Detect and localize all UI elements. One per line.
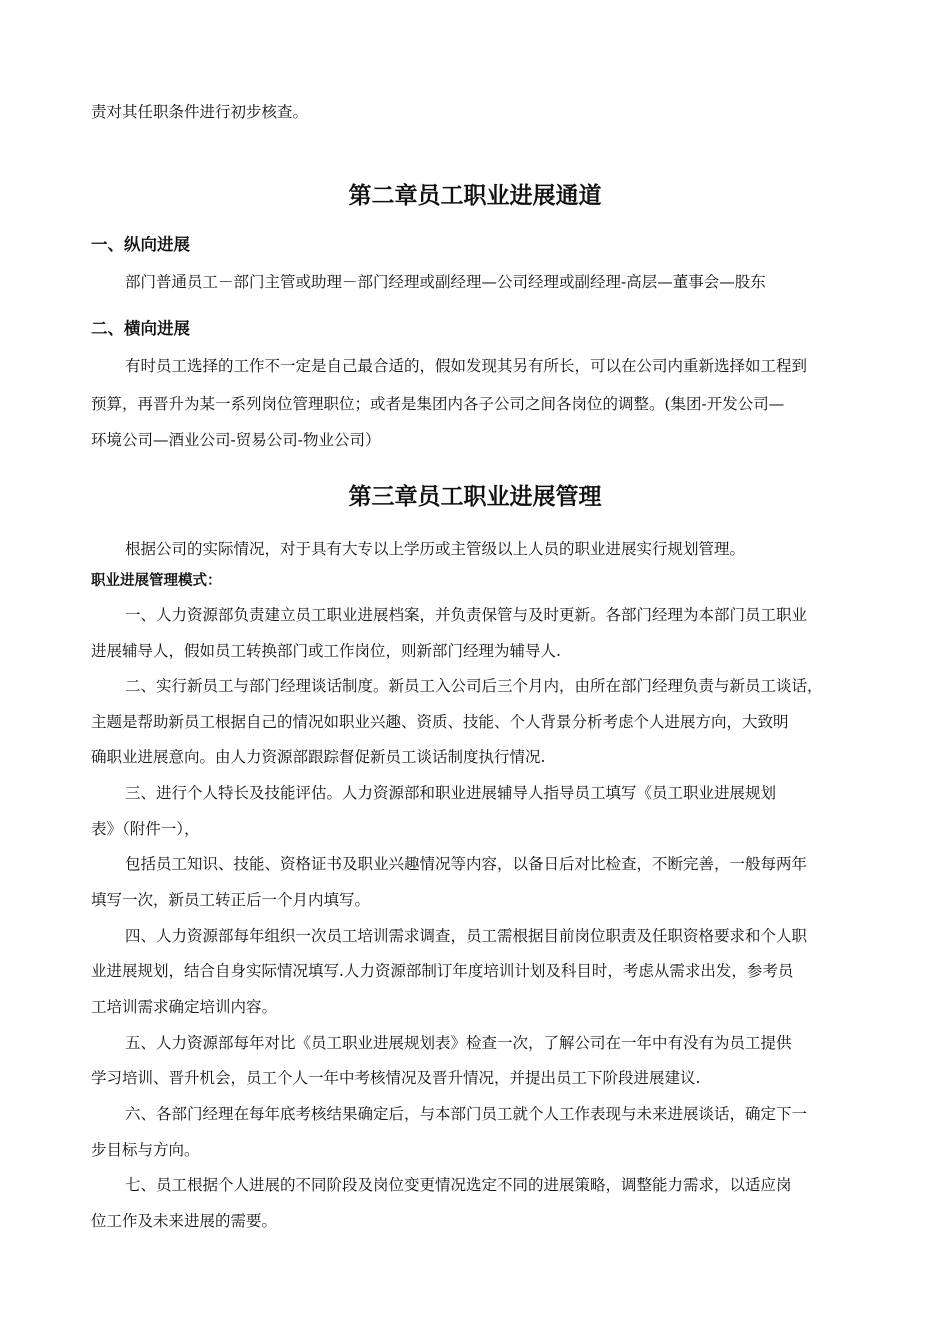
paragraph-line: 表》（附件一），	[91, 820, 200, 838]
section-vertical-text: 部门普通员工－部门主管或助理－部门经理或副经理—公司经理或副经理-高层—董事会—股东	[125, 273, 766, 291]
paragraph-line: 学习培训、晋升机会，员工个人一年中考核情况及晋升情况，并提出员工下阶段进展建议.	[91, 1069, 701, 1087]
intro-tail-text: 责对其任职条件进行初步核查。	[91, 103, 309, 121]
paragraph-line: 二、实行新员工与部门经理谈话制度。新员工入公司后三个月内，由所在部门经理负责与新员工谈话，	[125, 677, 823, 695]
paragraph-line: 一、人力资源部负责建立员工职业进展档案，并负责保管与及时更新。各部门经理为本部门员工职业	[125, 606, 808, 624]
paragraph-line: 位工作及未来进展的需要。	[91, 1212, 278, 1230]
paragraph-line: 进展辅导人，假如员工转换部门或工作岗位，则新部门经理为辅导人.	[91, 642, 561, 660]
paragraph-line: 五、人力资源部每年对比《员工职业进展规划表》检查一次，了解公司在一年中有没有为员工提供	[125, 1034, 792, 1052]
chapter2-title: 第二章员工职业进展通道	[348, 183, 602, 209]
paragraph-line: 包括员工知识、技能、资格证书及职业兴趣情况等内容，以备日后对比检查，不断完善，一般每两年	[125, 855, 808, 873]
paragraph-line: 三、进行个人特长及技能评估。人力资源部和职业进展辅导人指导员工填写《员工职业进展规划	[125, 784, 777, 802]
paragraph-line: 六、各部门经理在每年底考核结果确定后，与本部门员工就个人工作表现与未来进展谈话，确定下一	[125, 1105, 808, 1123]
paragraph-line: 主题是帮助新员工根据自己的情况如职业兴趣、资质、技能、个人背景分析考虑个人进展方向，大致明	[91, 713, 789, 731]
paragraph-line: 工培训需求确定培训内容。	[91, 998, 278, 1016]
paragraph-line: 预算，再晋升为某一系列岗位管理职位；或者是集团内各子公司之间各岗位的调整。(集团-开发公司—	[91, 395, 785, 413]
paragraph-line: 业进展规划，结合自身实际情况填写.人力资源部制订年度培训计划及科目时，考虑从需求出发，参考员	[91, 962, 794, 980]
paragraph-line: 环境公司—酒业公司-贸易公司-物业公司）	[91, 431, 381, 449]
paragraph-line: 七、员工根据个人进展的不同阶段及岗位变更情况选定不同的进展策略，调整能力需求，以适应岗	[125, 1176, 792, 1194]
paragraph-line: 确职业进展意向。由人力资源部跟踪督促新员工谈话制度执行情况.	[91, 748, 546, 766]
section-vertical-title: 一、纵向进展	[91, 235, 190, 254]
paragraph-line: 填写一次，新员工转正后一个月内填写。	[91, 891, 371, 909]
section-horizontal-title: 二、横向进展	[91, 319, 190, 338]
paragraph-line: 有时员工选择的工作不一定是自己最合适的，假如发现其另有所长，可以在公司内重新选择如工程到	[125, 357, 808, 375]
paragraph-line: 四、人力资源部每年组织一次员工培训需求调查，员工需根据目前岗位职责及任职资格要求和个人职	[125, 927, 808, 945]
chapter3-intro: 根据公司的实际情况，对于具有大专以上学历或主管级以上人员的职业进展实行规划管理。	[125, 540, 746, 558]
paragraph-line: 步目标与方向。	[91, 1141, 200, 1159]
mode-label: 职业进展管理模式：	[91, 573, 222, 589]
chapter3-title: 第三章员工职业进展管理	[348, 484, 602, 510]
